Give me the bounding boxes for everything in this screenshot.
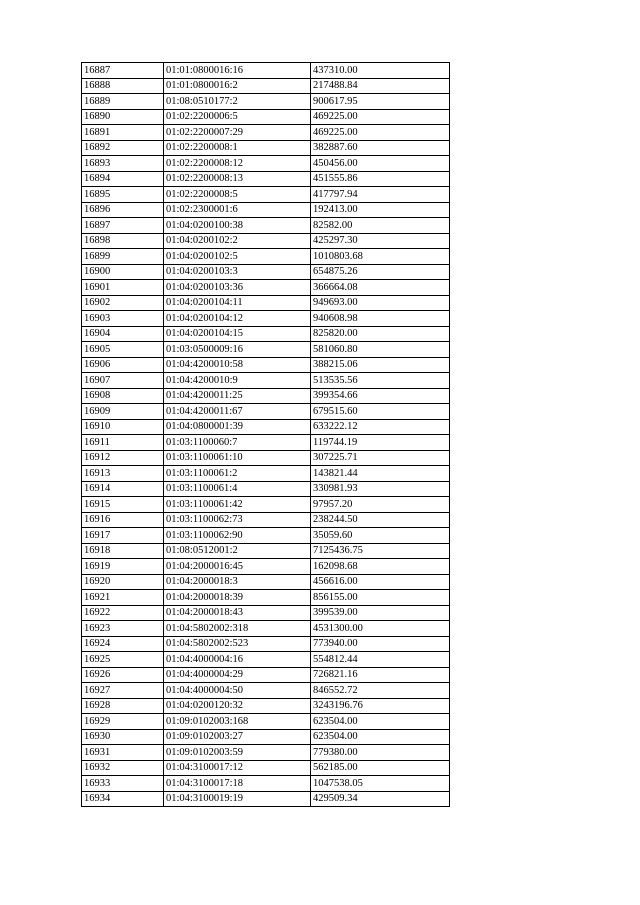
value-cell: 399354.66: [311, 388, 450, 404]
value-cell: 940608.98: [311, 311, 450, 327]
table-row: [82, 605, 450, 621]
value-cell: 450456.00: [311, 156, 450, 172]
row-number-cell: 16906: [82, 357, 164, 373]
cadastral-number-cell: 01:02:2200008:1: [164, 140, 311, 156]
table-row: [82, 636, 450, 652]
value-cell: 581060.80: [311, 342, 450, 358]
table-row: [82, 404, 450, 420]
table-row: [82, 63, 450, 79]
cadastral-number-cell: 01:04:4000004:16: [164, 652, 311, 668]
cadastral-number-cell: 01:09:0102003:27: [164, 729, 311, 745]
row-number-cell: 16929: [82, 714, 164, 730]
table-row: [82, 714, 450, 730]
table-row: [82, 698, 450, 714]
row-number-cell: 16924: [82, 636, 164, 652]
value-cell: 437310.00: [311, 63, 450, 79]
cadastral-number-cell: 01:04:0200120:32: [164, 698, 311, 714]
row-number-cell: 16926: [82, 667, 164, 683]
value-cell: 513535.56: [311, 373, 450, 389]
table-row: [82, 109, 450, 125]
cadastral-number-cell: 01:04:3100017:12: [164, 760, 311, 776]
cadastral-number-cell: 01:02:2200008:5: [164, 187, 311, 203]
table-row: [82, 326, 450, 342]
value-cell: 425297.30: [311, 233, 450, 249]
table-row: [82, 311, 450, 327]
value-cell: 1047538.05: [311, 776, 450, 792]
table-row: [82, 125, 450, 141]
table-row: [82, 280, 450, 296]
row-number-cell: 16892: [82, 140, 164, 156]
row-number-cell: 16909: [82, 404, 164, 420]
row-number-cell: 16918: [82, 543, 164, 559]
cadastral-number-cell: 01:02:2200008:12: [164, 156, 311, 172]
row-number-cell: 16898: [82, 233, 164, 249]
value-cell: 726821.16: [311, 667, 450, 683]
cadastral-number-cell: 01:02:2200008:13: [164, 171, 311, 187]
cadastral-number-cell: 01:03:0500009:16: [164, 342, 311, 358]
row-number-cell: 16927: [82, 683, 164, 699]
value-cell: 162098.68: [311, 559, 450, 575]
cadastral-number-cell: 01:02:2200006:5: [164, 109, 311, 125]
value-cell: 7125436.75: [311, 543, 450, 559]
cadastral-number-cell: 01:02:2200007:29: [164, 125, 311, 141]
value-cell: 779380.00: [311, 745, 450, 761]
table-row: [82, 497, 450, 513]
row-number-cell: 16897: [82, 218, 164, 234]
row-number-cell: 16894: [82, 171, 164, 187]
row-number-cell: 16914: [82, 481, 164, 497]
table-row: [82, 481, 450, 497]
row-number-cell: 16913: [82, 466, 164, 482]
table-row: [82, 590, 450, 606]
value-cell: 562185.00: [311, 760, 450, 776]
table-row: [82, 156, 450, 172]
table-row: [82, 667, 450, 683]
row-number-cell: 16925: [82, 652, 164, 668]
value-cell: 307225.71: [311, 450, 450, 466]
value-cell: 382887.60: [311, 140, 450, 156]
value-cell: 366664.08: [311, 280, 450, 296]
row-number-cell: 16900: [82, 264, 164, 280]
value-cell: 388215.06: [311, 357, 450, 373]
table-row: [82, 264, 450, 280]
cadastral-number-cell: 01:03:1100061:10: [164, 450, 311, 466]
value-cell: 856155.00: [311, 590, 450, 606]
row-number-cell: 16923: [82, 621, 164, 637]
value-cell: 4531300.00: [311, 621, 450, 637]
cadastral-number-cell: 01:03:1100062:90: [164, 528, 311, 544]
cadastral-number-cell: 01:04:2000018:3: [164, 574, 311, 590]
row-number-cell: 16911: [82, 435, 164, 451]
value-cell: 456616.00: [311, 574, 450, 590]
row-number-cell: 16922: [82, 605, 164, 621]
table-row: [82, 683, 450, 699]
row-number-cell: 16887: [82, 63, 164, 79]
table-row: [82, 249, 450, 265]
row-number-cell: 16890: [82, 109, 164, 125]
row-number-cell: 16916: [82, 512, 164, 528]
cadastral-number-cell: 01:01:0800016:2: [164, 78, 311, 94]
row-number-cell: 16896: [82, 202, 164, 218]
row-number-cell: 16901: [82, 280, 164, 296]
table-row: [82, 512, 450, 528]
value-cell: 469225.00: [311, 109, 450, 125]
row-number-cell: 16932: [82, 760, 164, 776]
cadastral-number-cell: 01:04:4200010:9: [164, 373, 311, 389]
cadastral-number-cell: 01:04:0200103:3: [164, 264, 311, 280]
table-row: [82, 574, 450, 590]
row-number-cell: 16910: [82, 419, 164, 435]
cadastral-number-cell: 01:04:4000004:29: [164, 667, 311, 683]
cadastral-number-cell: 01:08:0510177:2: [164, 94, 311, 110]
table-row: [82, 140, 450, 156]
value-cell: 119744.19: [311, 435, 450, 451]
value-cell: 900617.95: [311, 94, 450, 110]
value-cell: 82582.00: [311, 218, 450, 234]
row-number-cell: 16905: [82, 342, 164, 358]
table-row: [82, 202, 450, 218]
cadastral-number-cell: 01:03:1100062:73: [164, 512, 311, 528]
value-cell: 417797.94: [311, 187, 450, 203]
value-cell: 623504.00: [311, 729, 450, 745]
table-row: [82, 652, 450, 668]
cadastral-number-cell: 01:04:0200104:15: [164, 326, 311, 342]
row-number-cell: 16902: [82, 295, 164, 311]
cadastral-number-cell: 01:04:0200100:38: [164, 218, 311, 234]
cadastral-number-cell: 01:04:4200011:67: [164, 404, 311, 420]
table-row: [82, 776, 450, 792]
table-row: [82, 94, 450, 110]
cadastral-number-cell: 01:04:0200104:12: [164, 311, 311, 327]
cadastral-number-cell: 01:04:3100019:19: [164, 791, 311, 807]
data-table: [81, 62, 450, 807]
row-number-cell: 16888: [82, 78, 164, 94]
row-number-cell: 16908: [82, 388, 164, 404]
value-cell: 773940.00: [311, 636, 450, 652]
row-number-cell: 16933: [82, 776, 164, 792]
cadastral-number-cell: 01:04:4200010:58: [164, 357, 311, 373]
row-number-cell: 16930: [82, 729, 164, 745]
table-row: [82, 373, 450, 389]
table-row: [82, 187, 450, 203]
cadastral-number-cell: 01:08:0512001:2: [164, 543, 311, 559]
table-row: [82, 171, 450, 187]
value-cell: 679515.60: [311, 404, 450, 420]
value-cell: 451555.86: [311, 171, 450, 187]
value-cell: 143821.44: [311, 466, 450, 482]
cadastral-number-cell: 01:04:0200103:36: [164, 280, 311, 296]
table-row: [82, 745, 450, 761]
table-row: [82, 543, 450, 559]
cadastral-number-cell: 01:04:0200104:11: [164, 295, 311, 311]
cadastral-number-cell: 01:04:0200102:5: [164, 249, 311, 265]
row-number-cell: 16895: [82, 187, 164, 203]
row-number-cell: 16928: [82, 698, 164, 714]
row-number-cell: 16907: [82, 373, 164, 389]
row-number-cell: 16889: [82, 94, 164, 110]
value-cell: 469225.00: [311, 125, 450, 141]
cadastral-number-cell: 01:01:0800016:16: [164, 63, 311, 79]
table-row: [82, 218, 450, 234]
table-row: [82, 78, 450, 94]
cadastral-number-cell: 01:09:0102003:59: [164, 745, 311, 761]
cadastral-number-cell: 01:04:2000018:43: [164, 605, 311, 621]
table-row: [82, 450, 450, 466]
row-number-cell: 16893: [82, 156, 164, 172]
table-row: [82, 621, 450, 637]
row-number-cell: 16934: [82, 791, 164, 807]
table-row: [82, 791, 450, 807]
cadastral-number-cell: 01:04:5802002:523: [164, 636, 311, 652]
value-cell: 654875.26: [311, 264, 450, 280]
row-number-cell: 16920: [82, 574, 164, 590]
row-number-cell: 16904: [82, 326, 164, 342]
table-row: [82, 528, 450, 544]
table-row: [82, 388, 450, 404]
cadastral-number-cell: 01:04:0200102:2: [164, 233, 311, 249]
row-number-cell: 16921: [82, 590, 164, 606]
value-cell: 192413.00: [311, 202, 450, 218]
value-cell: 554812.44: [311, 652, 450, 668]
table-row: [82, 295, 450, 311]
value-cell: 633222.12: [311, 419, 450, 435]
value-cell: 846552.72: [311, 683, 450, 699]
value-cell: 1010803.68: [311, 249, 450, 265]
cadastral-number-cell: 01:02:2300001:6: [164, 202, 311, 218]
row-number-cell: 16915: [82, 497, 164, 513]
table-row: [82, 357, 450, 373]
table-row: [82, 233, 450, 249]
cadastral-number-cell: 01:03:1100061:42: [164, 497, 311, 513]
cadastral-number-cell: 01:04:2000016:45: [164, 559, 311, 575]
row-number-cell: 16903: [82, 311, 164, 327]
cadastral-number-cell: 01:09:0102003:168: [164, 714, 311, 730]
cadastral-number-cell: 01:04:5802002:318: [164, 621, 311, 637]
row-number-cell: 16919: [82, 559, 164, 575]
row-number-cell: 16917: [82, 528, 164, 544]
row-number-cell: 16899: [82, 249, 164, 265]
value-cell: 825820.00: [311, 326, 450, 342]
table-row: [82, 435, 450, 451]
table-row: [82, 419, 450, 435]
table-row: [82, 342, 450, 358]
value-cell: 35059.60: [311, 528, 450, 544]
table-row: [82, 760, 450, 776]
row-number-cell: 16931: [82, 745, 164, 761]
value-cell: 623504.00: [311, 714, 450, 730]
table-row: [82, 729, 450, 745]
cadastral-number-cell: 01:03:1100060:7: [164, 435, 311, 451]
row-number-cell: 16912: [82, 450, 164, 466]
value-cell: 217488.84: [311, 78, 450, 94]
value-cell: 3243196.76: [311, 698, 450, 714]
cadastral-number-cell: 01:04:4000004:50: [164, 683, 311, 699]
cadastral-number-cell: 01:04:3100017:18: [164, 776, 311, 792]
value-cell: 429509.34: [311, 791, 450, 807]
cadastral-number-cell: 01:04:0800001:39: [164, 419, 311, 435]
value-cell: 97957.20: [311, 497, 450, 513]
cadastral-number-cell: 01:03:1100061:2: [164, 466, 311, 482]
value-cell: 949693.00: [311, 295, 450, 311]
table-row: [82, 559, 450, 575]
table-row: [82, 466, 450, 482]
value-cell: 238244.50: [311, 512, 450, 528]
cadastral-number-cell: 01:03:1100061:4: [164, 481, 311, 497]
value-cell: 330981.93: [311, 481, 450, 497]
value-cell: 399539.00: [311, 605, 450, 621]
cadastral-number-cell: 01:04:4200011:25: [164, 388, 311, 404]
cadastral-number-cell: 01:04:2000018:39: [164, 590, 311, 606]
data-table-body: [82, 63, 450, 807]
row-number-cell: 16891: [82, 125, 164, 141]
